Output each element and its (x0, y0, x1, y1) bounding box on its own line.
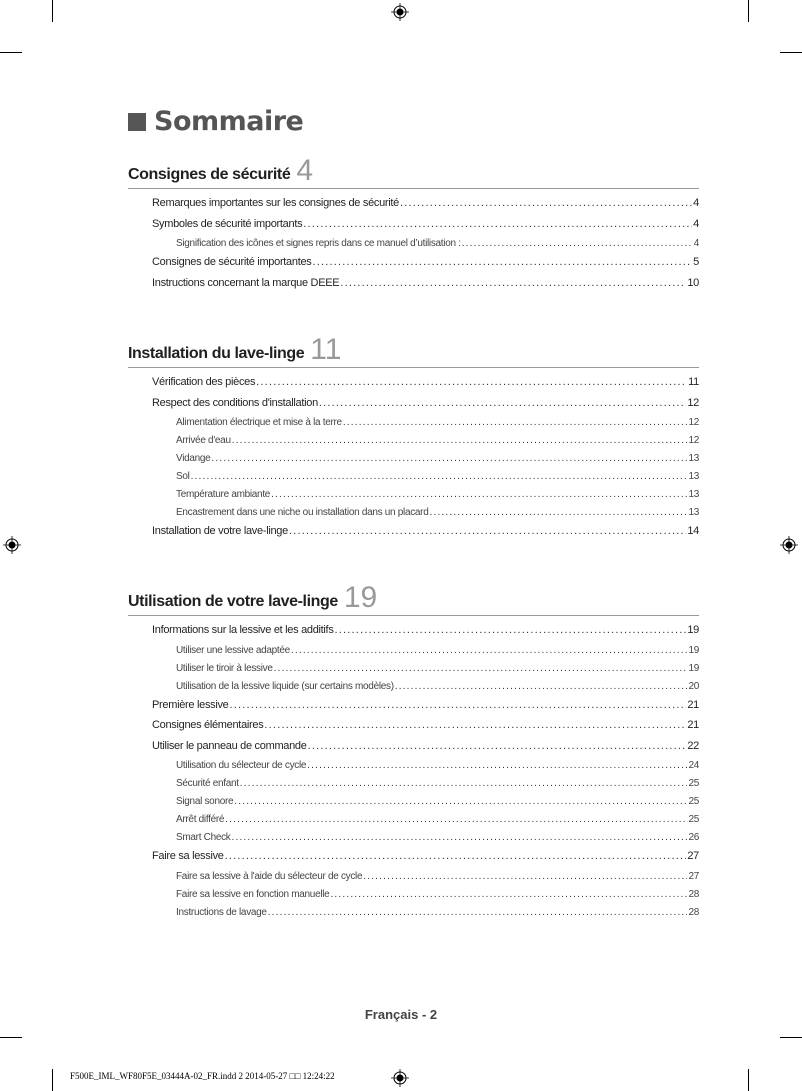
toc-entry-label: Consignes de sécurité importantes (152, 256, 312, 268)
dot-leader (303, 218, 692, 230)
toc-entry[interactable] (128, 760, 699, 778)
toc-entry-page: 13 (688, 471, 699, 482)
toc-entry-label: Arrêt différé (176, 814, 225, 825)
dot-leader (335, 624, 687, 636)
toc-entry-page: 11 (688, 376, 699, 388)
crop-mark (52, 0, 53, 22)
toc-entry-label: Faire sa lessive (152, 850, 224, 862)
dot-leader (400, 197, 692, 209)
dot-leader (230, 699, 687, 711)
toc-entry-page: 4 (693, 238, 699, 249)
dot-leader (211, 453, 687, 464)
toc-entry[interactable] (128, 889, 699, 907)
toc-entry[interactable] (128, 417, 699, 435)
toc-entry-page: 28 (688, 906, 699, 918)
dot-leader (240, 778, 688, 789)
dot-leader (307, 760, 687, 771)
toc-entry-label: Signal sonore (176, 796, 234, 807)
section-heading (128, 583, 699, 616)
section-title: Utilisation de votre lave-linge (128, 593, 338, 610)
toc-entry-label: Instructions concernant la marque DEEE (152, 276, 340, 289)
toc-entry-page: 12 (688, 435, 699, 446)
toc-entry[interactable] (128, 778, 699, 796)
toc-entry-label: Utiliser le panneau de commande (152, 739, 307, 752)
toc-entry-page: 25 (688, 778, 699, 789)
toc-entry-label: Sécurité enfant (176, 778, 239, 789)
section-title: Installation du lave-linge (128, 345, 305, 362)
toc-entry-page: 26 (688, 832, 699, 843)
toc-entry[interactable] (128, 197, 699, 218)
toc-entry-label: Sol (176, 471, 190, 482)
toc-entry[interactable] (128, 471, 699, 489)
dot-leader (395, 681, 688, 692)
dot-leader (234, 796, 687, 807)
toc-entry-page: 12 (688, 417, 699, 428)
toc-entry-label: Vérification des pièces (152, 376, 256, 388)
toc-entry-label: Signification des icônes et signes repris dans ce manuel d’utilisation : (176, 238, 461, 249)
dot-leader (429, 507, 687, 518)
toc-entry-label: Consignes élémentaires (152, 719, 264, 731)
toc-entry[interactable] (128, 453, 699, 471)
toc-entry-label: Utiliser le tiroir à lessive (176, 662, 273, 674)
section-page-number: 4 (296, 154, 314, 187)
crop-mark (780, 1037, 802, 1038)
toc-entry-page: 14 (687, 525, 699, 537)
toc-entry-page: 19 (688, 644, 699, 656)
toc-section (128, 156, 699, 297)
section-heading (128, 335, 699, 368)
toc-entry-label: Smart Check (176, 832, 231, 843)
toc-entry-label: Encastrement dans une niche ou installation dans un placard (176, 507, 429, 518)
toc-entry-page: 25 (688, 814, 699, 825)
section-page-number: 11 (310, 333, 342, 366)
toc-entry-label: Installation de votre lave-linge (152, 525, 288, 537)
dot-leader (225, 814, 687, 825)
toc-entry-page: 20 (688, 680, 699, 692)
toc-list (128, 624, 699, 925)
print-slug: F500E_IML_WF80F5E_03444A-02_FR.indd 2 2014-05-27 □□ 12:24:22 (70, 1071, 335, 1081)
toc-entry-page: 27 (687, 850, 699, 862)
toc-entry-page: 21 (687, 698, 699, 711)
toc-entry-page: 25 (688, 796, 699, 807)
toc-entry-label: Utilisation de la lessive liquide (sur certains modèles) (176, 680, 394, 692)
toc-entry[interactable] (128, 489, 699, 507)
toc-entry[interactable] (128, 624, 699, 645)
toc-entry[interactable] (128, 699, 699, 720)
dot-leader (225, 850, 687, 862)
dot-leader (340, 277, 686, 289)
toc-entry[interactable] (128, 238, 699, 256)
dot-leader (462, 238, 693, 249)
toc-entry[interactable] (128, 850, 699, 871)
toc-entry[interactable] (128, 376, 699, 397)
dot-leader (330, 889, 687, 900)
dot-leader (319, 397, 686, 409)
page-title-text: Sommaire (154, 106, 304, 137)
registration-mark-icon (3, 536, 21, 554)
crop-mark (52, 1069, 53, 1091)
toc-entry-page: 19 (688, 662, 699, 674)
dot-leader (274, 663, 688, 674)
dot-leader (291, 645, 688, 656)
toc-entry[interactable] (128, 645, 699, 663)
toc-section (128, 583, 699, 925)
toc-entry-page: 12 (687, 396, 699, 409)
toc-list (128, 376, 699, 546)
page-footer: Français - 2 (364, 1007, 438, 1022)
dot-leader (232, 832, 688, 843)
toc-entry-page: 27 (688, 870, 699, 882)
toc-entry-label: Informations sur la lessive et les additifs (152, 624, 334, 636)
crop-mark (748, 0, 749, 22)
registration-mark-icon (391, 1069, 409, 1087)
registration-mark-icon (391, 3, 409, 21)
toc-entry-label: Vidange (176, 453, 211, 464)
toc-entry-page: 13 (688, 507, 699, 518)
dot-leader (308, 740, 687, 752)
toc-section (128, 335, 699, 546)
section-heading (128, 156, 699, 189)
dot-leader (363, 871, 687, 882)
toc-entry[interactable] (128, 740, 699, 761)
toc-entry-label: Remarques importantes sur les consignes de sécurité (152, 197, 399, 209)
toc-entry-label: Première lessive (152, 698, 229, 711)
dot-leader (312, 256, 692, 268)
toc-entry[interactable] (128, 832, 699, 850)
toc-entry[interactable] (128, 507, 699, 525)
dot-leader (232, 435, 688, 446)
toc-entry-page: 28 (688, 888, 699, 900)
toc-entry[interactable] (128, 663, 699, 681)
toc-entry-page: 13 (688, 489, 699, 500)
toc-entry[interactable] (128, 256, 699, 277)
toc-entry-page: 5 (693, 256, 699, 268)
dot-leader (268, 907, 688, 918)
page-title (128, 106, 303, 137)
section-title: Consignes de sécurité (128, 166, 291, 183)
toc-entry[interactable] (128, 397, 699, 418)
toc-entry-label: Faire sa lessive à l'aide du sélecteur de cycle (176, 870, 363, 882)
toc-entry-page: 10 (687, 276, 699, 289)
toc-entry-label: Respect des conditions d'installation (152, 396, 318, 409)
dot-leader (289, 525, 686, 537)
crop-mark (0, 52, 22, 53)
toc-entry-label: Alimentation électrique et mise à la terre (176, 417, 342, 428)
registration-mark-icon (780, 536, 798, 554)
dot-leader (256, 376, 687, 388)
dot-leader (191, 471, 688, 482)
toc-entry-page: 21 (687, 719, 699, 731)
toc-entry[interactable] (128, 525, 699, 546)
toc-entry[interactable] (128, 681, 699, 699)
toc-entry[interactable] (128, 907, 699, 925)
toc-entry-page: 19 (687, 624, 699, 636)
square-bullet-icon (128, 113, 146, 131)
toc-entry-label: Faire sa lessive en fonction manuelle (176, 888, 330, 900)
toc-list (128, 197, 699, 297)
toc-entry-label: Arrivée d'eau (176, 435, 231, 446)
toc-entry[interactable] (128, 435, 699, 453)
toc-entry-page: 4 (693, 217, 699, 230)
toc-entry-label: Utiliser une lessive adaptée (176, 644, 290, 656)
crop-mark (0, 1037, 22, 1038)
toc-entry[interactable] (128, 871, 699, 889)
toc-entry-page: 24 (688, 760, 699, 771)
toc-entry-page: 4 (693, 197, 699, 209)
toc-entry[interactable] (128, 277, 699, 298)
dot-leader (271, 489, 687, 500)
toc-entry-label: Utilisation du sélecteur de cycle (176, 760, 307, 771)
toc-entry-label: Symboles de sécurité importants (152, 217, 303, 230)
toc-entry[interactable] (128, 796, 699, 814)
toc-entry[interactable] (128, 218, 699, 239)
toc-entry[interactable] (128, 814, 699, 832)
dot-leader (343, 417, 688, 428)
toc-entry-page: 22 (687, 739, 699, 752)
crop-mark (780, 52, 802, 53)
toc-entry[interactable] (128, 719, 699, 740)
section-page-number: 19 (343, 581, 378, 614)
dot-leader (264, 719, 686, 731)
crop-mark (748, 1069, 749, 1091)
toc-entry-label: Température ambiante (176, 489, 271, 500)
toc-entry-page: 13 (688, 453, 699, 464)
toc-entry-label: Instructions de lavage (176, 906, 267, 918)
